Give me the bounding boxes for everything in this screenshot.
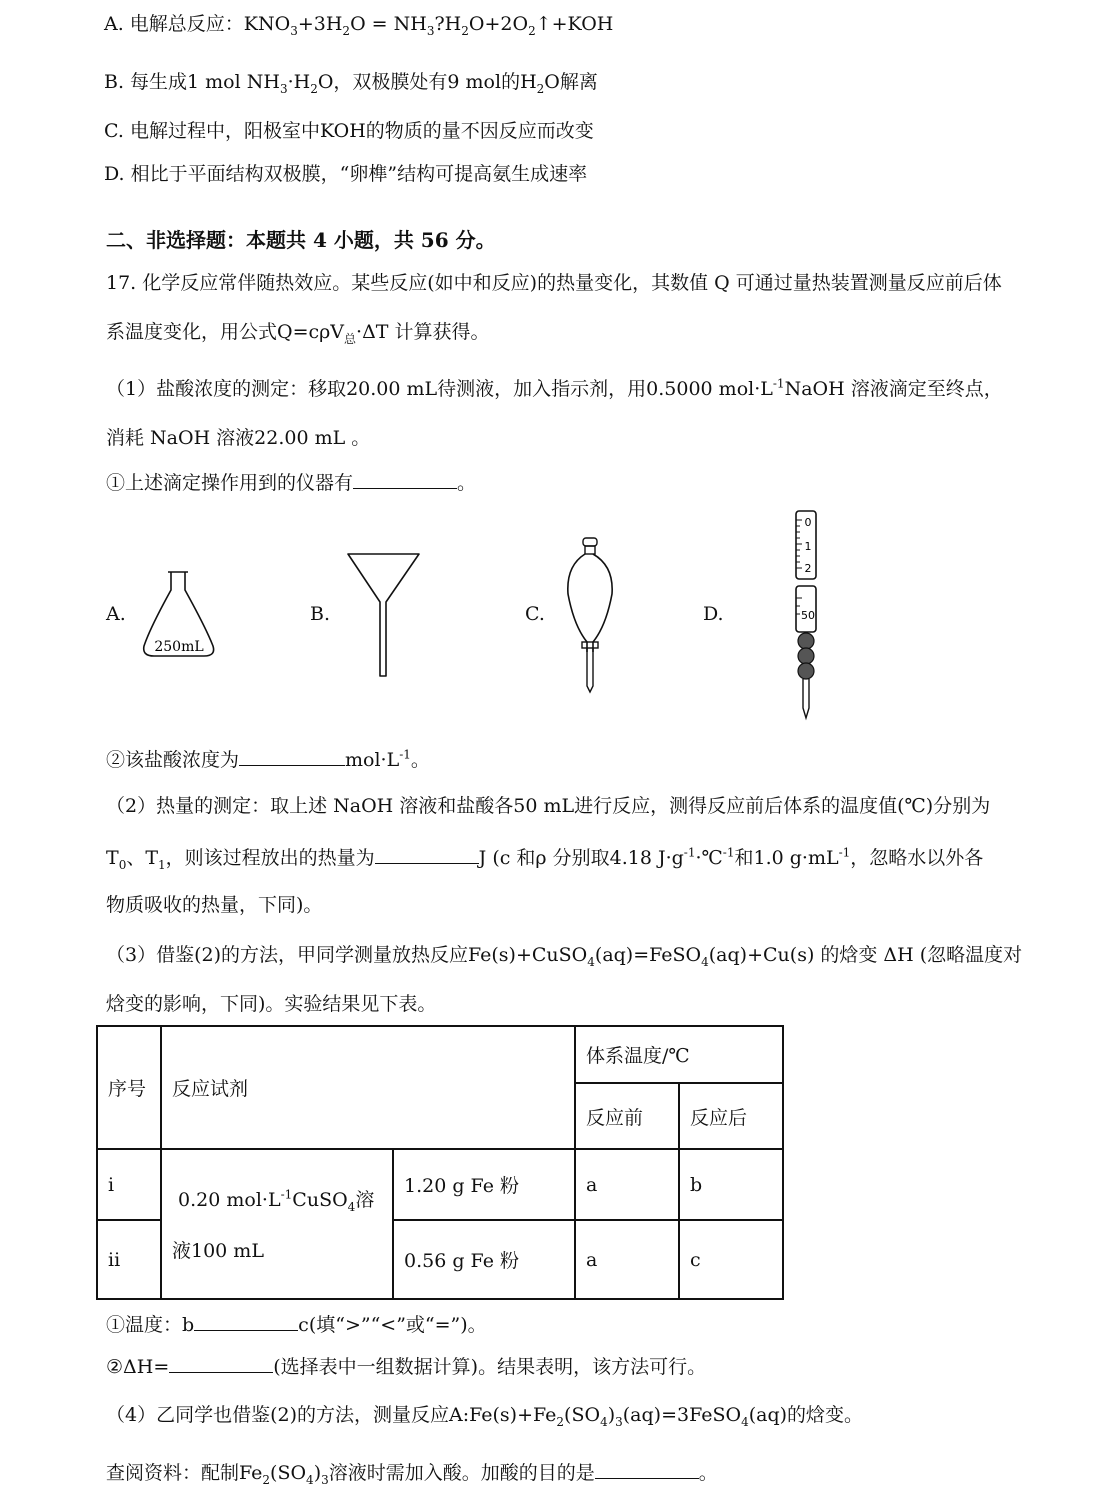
apparatus-option-c: C. <box>525 603 545 625</box>
row-seq: ii <box>97 1220 161 1299</box>
q17-part3-cont: 焓变的影响，下同)。实验结果见下表。 <box>106 993 437 1015</box>
header-seq: 序号 <box>97 1026 161 1149</box>
apparatus-option-b: B. <box>310 603 331 625</box>
q17-part2-cont: $T_0$、$T_1$，则该过程放出的热量为 J (c 和ρ 分别取4.18 $J\cdot g^{-1}\cdot℃^{-1}$和1.0 $g\cdot mL^{-1}$，忽略水以外各 <box>106 843 983 871</box>
flask-label: 250mL <box>154 639 204 655</box>
burette-mark-0: 0 <box>804 516 812 529</box>
conical-flask-icon <box>140 568 220 660</box>
answer-blank[interactable] <box>595 1458 699 1479</box>
answer-blank[interactable] <box>194 1310 298 1331</box>
table-row <box>97 1149 783 1220</box>
option-d: D. 相比于平面结构双极膜，“卵榫”结构可提高氨生成速率 <box>104 163 588 185</box>
q17-part4: （4）乙同学也借鉴(2)的方法，测量反应$A:Fe(s)+Fe_2(SO_4)_3(aq)=3FeSO_4(aq)$的焓变。 <box>106 1404 864 1429</box>
q17-line1: 17. 化学反应常伴随热效应。某些反应(如中和反应)的热量变化，其数值 Q 可通过量热装置测量反应前后体 <box>106 272 1002 294</box>
answer-blank[interactable] <box>239 745 345 766</box>
header-before: 反应前 <box>575 1083 679 1149</box>
q17-part1-cont: 消耗 NaOH 溶液22.00 mL 。 <box>106 427 371 449</box>
row-after: b <box>679 1149 783 1220</box>
q17-item1: ①上述滴定操作用到的仪器有 。 <box>106 468 476 496</box>
row-before: a <box>575 1149 679 1220</box>
reagent-cell: 0.20 $mol\cdot L^{-1}CuSO_4$溶 液100 mL <box>161 1149 393 1299</box>
burette-icon <box>788 508 828 720</box>
apparatus-option-d: D. <box>703 603 724 625</box>
results-table <box>96 1025 784 1300</box>
row-seq: i <box>97 1149 161 1220</box>
header-temp: 体系温度/℃ <box>575 1026 783 1083</box>
q17-part2-end: 物质吸收的热量，下同)。 <box>106 894 323 916</box>
apparatus-option-a: A. <box>106 603 126 625</box>
section-heading: 二、非选择题：本题共 4 小题，共 56 分。 <box>106 228 496 252</box>
answer-blank[interactable] <box>375 843 479 864</box>
separatory-funnel-icon <box>562 536 622 696</box>
q17-part2: （2）热量的测定：取上述 NaOH 溶液和盐酸各50 mL进行反应，测得反应前后体系的温度值(℃)分别为 <box>106 795 991 817</box>
row-fe: 1.20 g Fe 粉 <box>393 1149 575 1220</box>
burette-mark-2: 2 <box>804 562 812 575</box>
q17-temp-compare: ①温度：b c(填“>”“<”或“=”)。 <box>106 1310 487 1338</box>
q17-item2: ②该盐酸浓度为 $mol\cdot L^{-1}$。 <box>106 745 430 773</box>
q17-delta-h: ②ΔH= (选择表中一组数据计算)。结果表明，该方法可行。 <box>106 1352 706 1380</box>
q17-part1: （1）盐酸浓度的测定：移取20.00 mL待测液，加入指示剂，用0.5000 $mol\cdot L^{-1}NaOH$ 溶液滴定至终点， <box>106 376 1003 400</box>
header-reagent: 反应试剂 <box>161 1026 575 1149</box>
row-before: a <box>575 1220 679 1299</box>
burette-mark-1: 1 <box>804 540 812 553</box>
row-after: c <box>679 1220 783 1299</box>
row-fe: 0.56 g Fe 粉 <box>393 1220 575 1299</box>
header-after: 反应后 <box>679 1083 783 1149</box>
option-a: A. 电解总反应：$KNO_3+3H_2O$ = $NH_3?H_2O+2O_2↑+KOH$ <box>104 13 614 38</box>
funnel-icon <box>345 552 425 680</box>
q17-part4-info: 查阅资料：配制$Fe_2(SO_4)_3$溶液时需加入酸。加酸的目的是 。 <box>106 1458 718 1486</box>
q17-line2: 系温度变化，用公式Q=cρV$_总$·ΔT 计算获得。 <box>106 321 490 346</box>
option-b: B. 每生成1 mol $NH_3\cdot H_2O$，双极膜处有9 mol的$H_2O$解离 <box>104 71 598 96</box>
answer-blank[interactable] <box>353 468 457 489</box>
q17-part3: （3）借鉴(2)的方法，甲同学测量放热反应Fe(s)+CuSO$_4$(aq)=FeSO$_4$(aq)+Cu(s) 的焓变 ΔH (忽略温度对 <box>106 944 1023 969</box>
answer-blank[interactable] <box>169 1352 273 1373</box>
burette-mark-50: 50 <box>801 609 815 622</box>
option-c: C. 电解过程中，阳极室中KOH的物质的量不因反应而改变 <box>104 120 594 142</box>
